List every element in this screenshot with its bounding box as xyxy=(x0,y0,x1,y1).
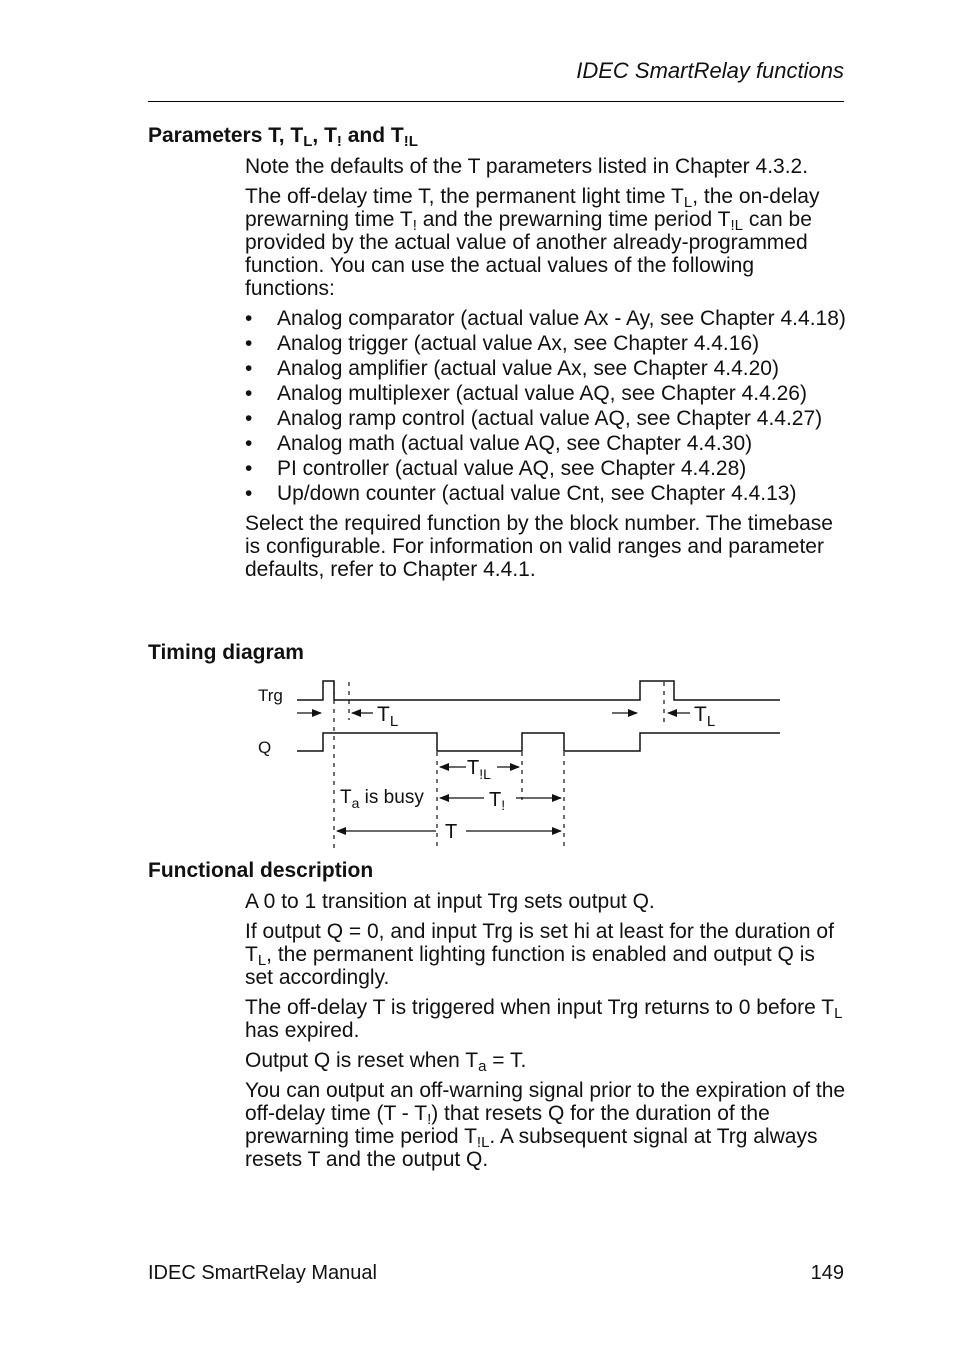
running-header: IDEC SmartRelay functions xyxy=(576,58,844,83)
footer-manual-title: IDEC SmartRelay Manual xyxy=(148,1262,377,1284)
list-item: • PI controller (actual value AQ, see Chapter 4.4.28) xyxy=(245,457,847,480)
ti-label: $T_!$ xyxy=(489,789,506,813)
func-paragraph: The off-delay T is triggered when input Trg returns to 0 before $T_L$ has expired. xyxy=(245,996,843,1042)
functional-description-heading: Functional description xyxy=(148,859,374,882)
trg-label: Trg xyxy=(258,686,283,705)
list-item: • Analog multiplexer (actual value AQ, see Chapter 4.4.26) xyxy=(245,382,847,405)
list-item: • Analog math (actual value AQ, see Chapter 4.4.30) xyxy=(245,432,847,455)
func-paragraph: If output Q = 0, and input Trg is set hi at least for the duration of $T_L$, the permanent lighting function is enabled and output Q is set accordingly. xyxy=(245,920,834,989)
trg-signal-line xyxy=(297,681,780,700)
func-paragraph: Output Q is reset when $T_a = T$. xyxy=(245,1049,527,1075)
functional-description-body xyxy=(245,890,847,1178)
params-description: The off-delay time T, the permanent light time $T_L$, the on-delay prewarning time $T_!$ and the prewarning time period $T_{!L}$ can be provided by the actual value of another already-programmed function. You can use the actual values of the following functions: xyxy=(245,185,820,300)
q-label: Q xyxy=(258,738,272,757)
til-label: $T_{!L}$ xyxy=(467,757,491,782)
params-select-note: Select the required function by the block number. The timebase is configurable. For information on valid ranges and parameter defaults, refer to Chapter 4.4.1. xyxy=(245,512,833,581)
tl-label: $T_L$ xyxy=(694,703,716,730)
list-item: • Analog amplifier (actual value Ax, see Chapter 4.4.20) xyxy=(245,357,847,380)
q-signal-line xyxy=(297,733,780,751)
params-intro: Note the defaults of the T parameters listed in Chapter 4.3.2. xyxy=(245,155,809,178)
func-paragraph: You can output an off-warning signal prior to the expiration of the off-delay time $(T - T_!)$ that resets Q for the duration of the prewarning time period $T_{!L}$. A subsequent signal at Trg always resets T and the output Q. xyxy=(245,1079,846,1171)
tl-label: $T_L$ xyxy=(377,703,399,730)
list-item: • Analog ramp control (actual value AQ, see Chapter 4.4.27) xyxy=(245,407,847,430)
page-number: 149 xyxy=(810,1262,844,1284)
list-item: • Analog comparator (actual value Ax - Ay, see Chapter 4.4.18) xyxy=(245,307,847,330)
list-item: • Up/down counter (actual value Cnt, see Chapter 4.4.13) xyxy=(245,482,847,505)
func-paragraph: A 0 to 1 transition at input Trg sets output Q. xyxy=(245,890,655,913)
list-item: • Analog trigger (actual value Ax, see Chapter 4.4.16) xyxy=(245,332,847,355)
t-label: T xyxy=(445,821,458,843)
parameters-heading: Parameters T, $T_L$, $T_!$ and $T_{!L}$ xyxy=(148,124,418,150)
timing-diagram-heading: Timing diagram xyxy=(148,641,304,664)
ta-busy-label: $T_a$ is busy xyxy=(340,787,424,811)
